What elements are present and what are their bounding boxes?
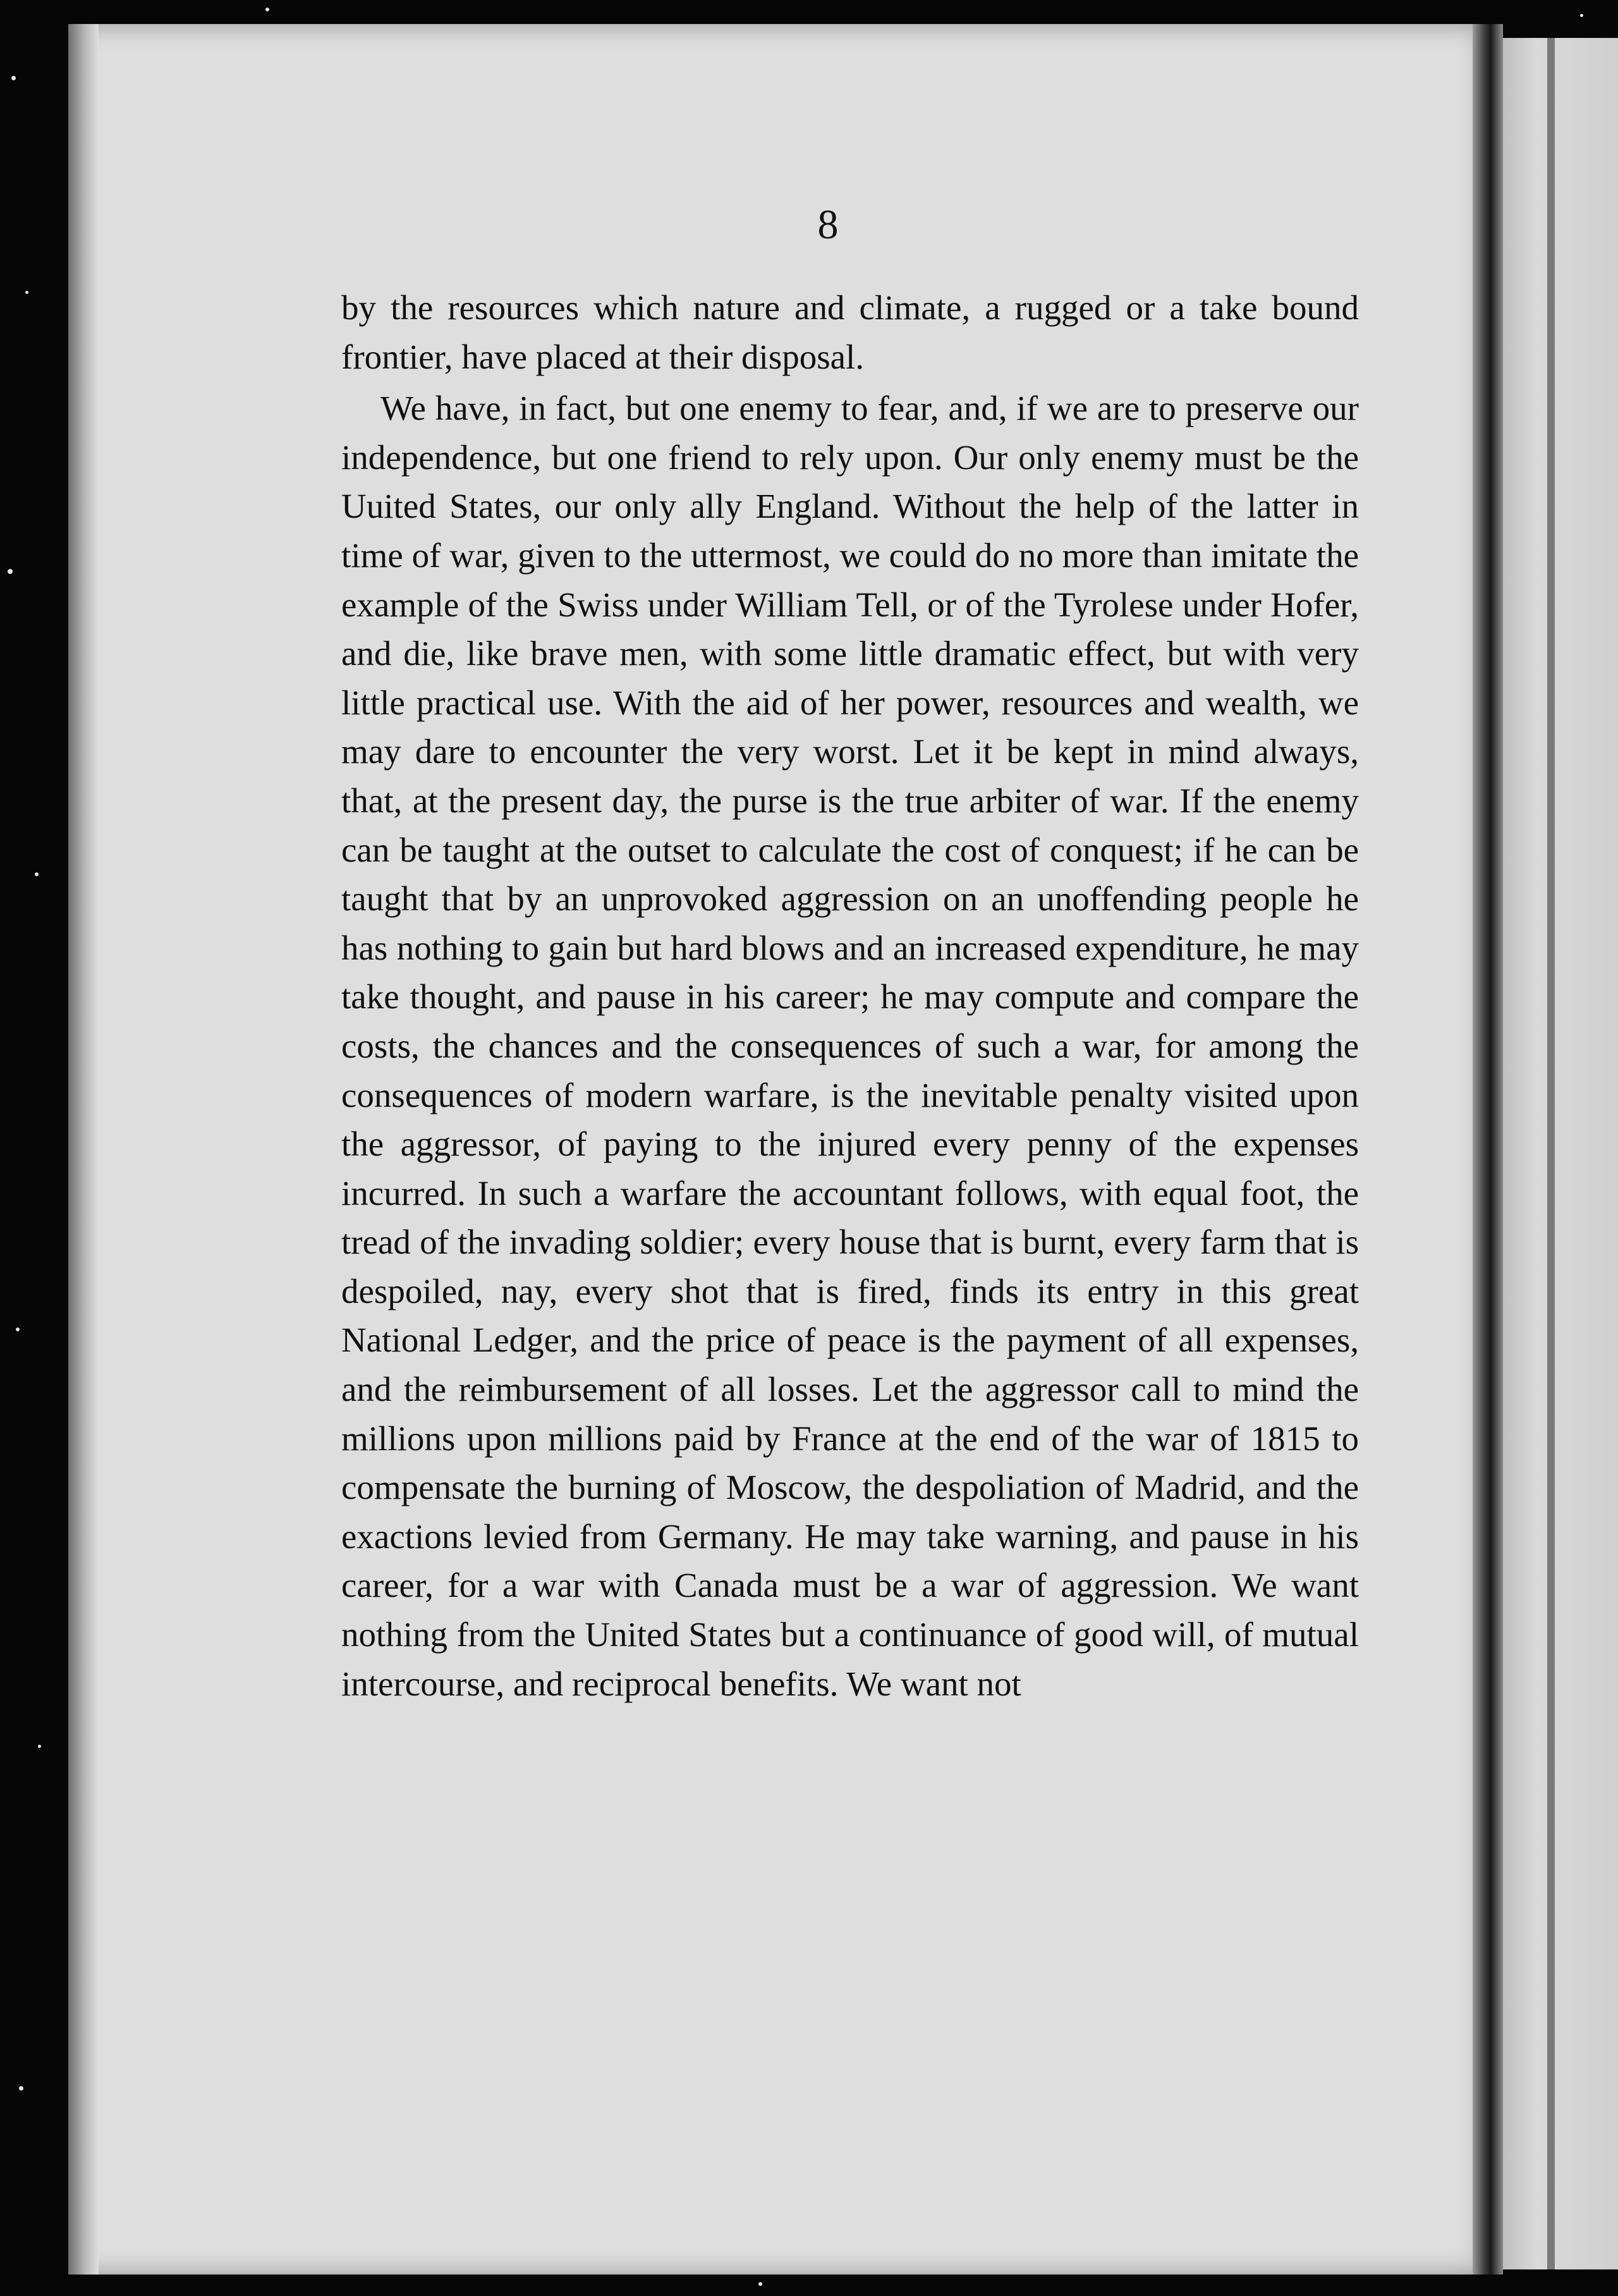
film-speck: [8, 569, 13, 574]
film-speck: [19, 2086, 23, 2091]
paragraph-main: We have, in fact, but one enemy to fear, and, if we are to preserve our independence, but one friend to rely upon. Our only enemy must be the Uuited States, our only ally England. Without the help of the latter in time of war, given to the uttermost, we could do no more than imitate the example of the Swiss under William Tell, or of the Tyrolese under Hofer, and die, like brave men, with some little dramatic effect, but with very little practical use. With the aid of her power, resources and wealth, we may dare to encounter the very worst. Let it be kept in mind always, that, at the present day, the purse is the true arbiter of war. If the enemy can be taught at the outset to calculate the cost of conquest; if he can be taught that by an unprovoked aggression on an unoffending people he has nothing to gain but hard blows and an increased expenditure, he may take thought, and pause in his career; he may compute and compare the costs, the chances and the consequences of such a war, for among the consequences of modern warfare, is the inevitable penalty visited upon the aggressor, of paying to the injured every penny of the expenses incurred. In such a warfare the accountant follows, with equal foot, the tread of the invading soldier; every house that is burnt, every farm that is despoiled, nay, every shot that is fired, finds its entry in this great National Ledger, and the price of peace is the payment of all expenses, and the reimbursement of all losses. Let the aggressor call to mind the millions upon millions paid by France at the end of the war of 1815 to compensate the burning of Moscow, the despoliation of Madrid, and the exactions levied from Germany. He may take warning, and pause in his career, for a war with Canada must be a war of aggression. We want nothing from the United States but a continuance of good will, of mutual intercourse, and reciprocal benefits. We want not: [341, 389, 1359, 1703]
film-speck: [38, 1745, 41, 1748]
film-speck: [758, 2282, 762, 2286]
page-number: 8: [817, 202, 839, 248]
page-gutter-fold: [1473, 24, 1503, 2275]
body-text: [341, 283, 1359, 1708]
film-speck: [35, 872, 39, 876]
film-speck: [11, 76, 16, 80]
paragraph-continued: by the resources which nature and climate, a rugged or a take bound frontier, have placed at their disposal.: [341, 288, 1359, 376]
film-speck: [265, 8, 269, 11]
page-left-shadow: [68, 24, 99, 2275]
film-speck: [1580, 14, 1583, 17]
facing-page-edge: [1503, 38, 1618, 2269]
facing-page-line: [1547, 38, 1555, 2269]
film-speck: [25, 291, 28, 294]
film-speck: [16, 1328, 20, 1331]
